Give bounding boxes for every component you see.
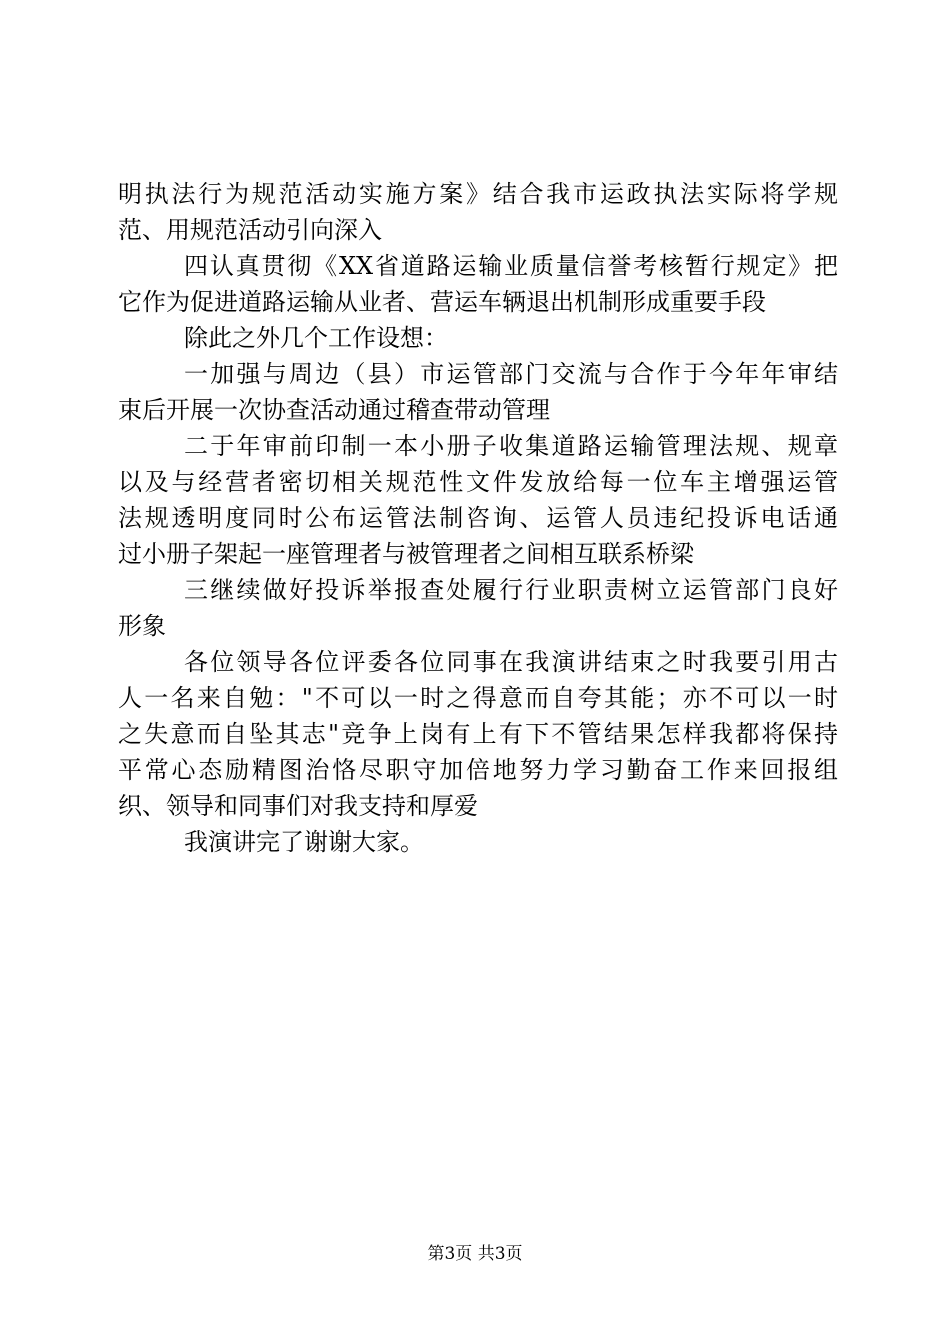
text-line: 范、用规范活动引向深入 xyxy=(118,216,382,244)
document-body xyxy=(118,176,838,860)
text-line: 束后开展一次协查活动通过稽查带动管理 xyxy=(118,396,550,424)
text-line: 除此之外几个工作设想： xyxy=(184,324,448,352)
text-line: 法规透明度同时公布运管法制咨询、运管人员违纪投诉电话通 xyxy=(118,504,838,532)
text-line: 四认真贯彻《XX省道路运输业质量信誉考核暂行规定》把 xyxy=(184,252,838,280)
text-line: 一加强与周边（县）市运管部门交流与合作于今年年审结 xyxy=(184,360,838,388)
text-line: 三继续做好投诉举报查处履行行业职责树立运管部门良好 xyxy=(184,576,838,604)
text-line: 各位领导各位评委各位同事在我演讲结束之时我要引用古 xyxy=(184,648,838,676)
text-line: 我演讲完了谢谢大家。 xyxy=(184,828,424,856)
text-line: 织、领导和同事们对我支持和厚爱 xyxy=(118,792,478,820)
page-footer xyxy=(0,1242,950,1266)
page-number-label: 第3页 共3页 xyxy=(427,1244,523,1264)
text-line: 它作为促进道路运输从业者、营运车辆退出机制形成重要手段 xyxy=(118,288,766,316)
text-line: 形象 xyxy=(118,612,166,640)
text-line: 平常心态励精图治恪尽职守加倍地努力学习勤奋工作来回报组 xyxy=(118,756,838,784)
text-line: 过小册子架起一座管理者与被管理者之间相互联系桥梁 xyxy=(118,540,694,568)
text-line: 明执法行为规范活动实施方案》结合我市运政执法实际将学规 xyxy=(118,180,838,208)
text-line: 人一名来自勉："不可以一时之得意而自夸其能；亦不可以一时 xyxy=(118,684,838,712)
text-line: 二于年审前印制一本小册子收集道路运输管理法规、规章 xyxy=(184,432,838,460)
text-line: 以及与经营者密切相关规范性文件发放给每一位车主增强运管 xyxy=(118,468,838,496)
text-line: 之失意而自坠其志"竞争上岗有上有下不管结果怎样我都将保持 xyxy=(118,720,838,748)
